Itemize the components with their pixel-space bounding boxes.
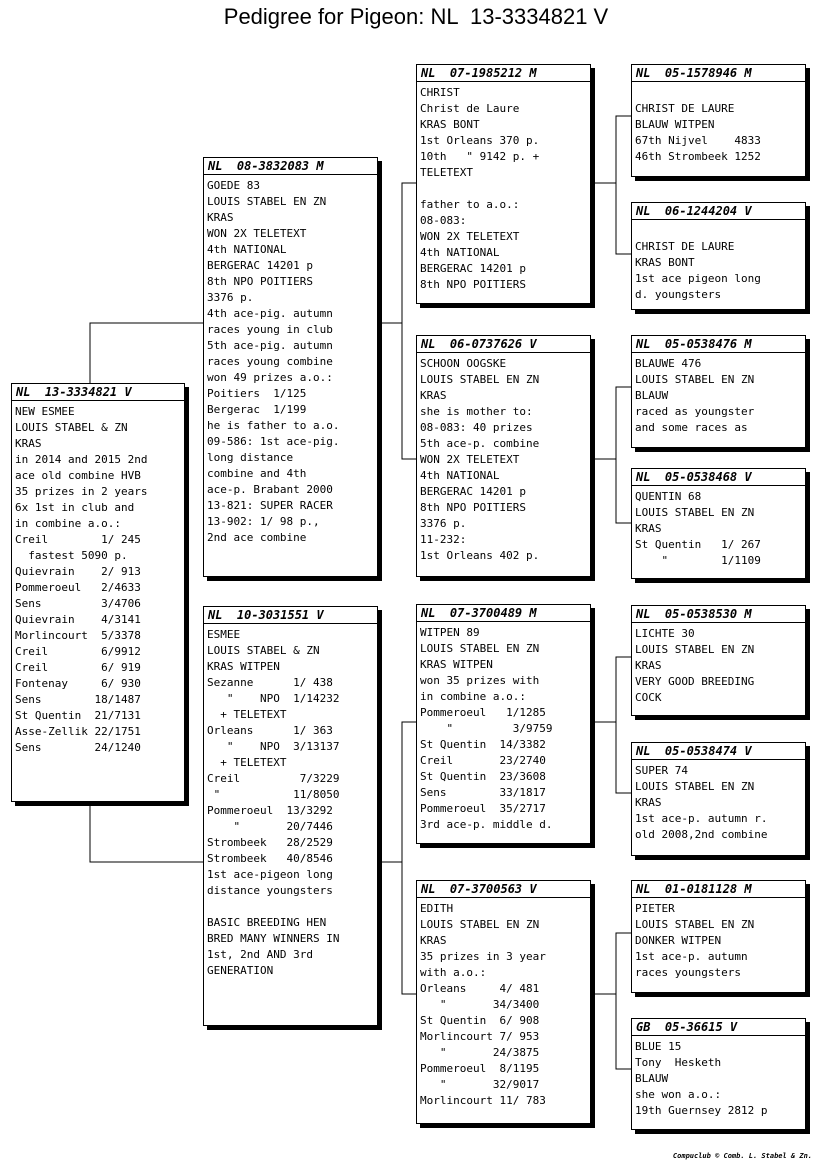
pedigree-line: BASIC BREEDING HEN: [207, 916, 327, 929]
pedigree-line: 10th " 9142 p. +: [420, 150, 540, 163]
pedigree-line: St Quentin 1/ 267: [635, 538, 761, 551]
pedigree-line: SCHOON OOGSKE: [420, 357, 507, 370]
pedigree-line: LOUIS STABEL EN ZN: [635, 643, 755, 656]
ring-number: NL 05-0538476 M: [632, 336, 805, 353]
pigeon-details: [204, 175, 377, 546]
pedigree-line: 3376 p.: [207, 291, 254, 304]
ring-number: NL 06-1244204 V: [632, 203, 805, 220]
pedigree-line: SUPER 74: [635, 764, 688, 777]
pedigree-line: fastest 5090 p.: [15, 549, 128, 562]
pigeon-details: [632, 760, 805, 843]
pedigree-line: 2nd ace combine: [207, 531, 307, 544]
pedigree-line: GENERATION: [207, 964, 274, 977]
pedigree-line: KRAS BONT: [635, 256, 695, 269]
pedigree-line: Tony Hesketh: [635, 1056, 722, 1069]
pedigree-line: combine and 4th: [207, 467, 307, 480]
pedigree-line: BLAUW: [635, 1072, 669, 1085]
pedigree-line: ESMEE: [207, 628, 241, 641]
pedigree-line: Orleans 4/ 481: [420, 982, 540, 995]
pedigree-line: LOUIS STABEL EN ZN: [420, 373, 540, 386]
pedigree-line: long distance: [207, 451, 294, 464]
ring-number: NL 07-3700563 V: [417, 881, 590, 898]
pedigree-line: TELETEXT: [420, 166, 473, 179]
pedigree-line: Pommeroeul 2/4633: [15, 581, 141, 594]
pedigree-line: 08-083:: [420, 214, 467, 227]
ring-number: NL 01-0181128 M: [632, 881, 805, 898]
pedigree-line: Pommeroeul 35/2717: [420, 802, 546, 815]
pedigree-line: Strombeek 28/2529: [207, 836, 333, 849]
pedigree-line: LOUIS STABEL EN ZN: [420, 918, 540, 931]
pedigree-line: 35 prizes in 3 year: [420, 950, 546, 963]
pedigree-line: KRAS WITPEN: [207, 660, 280, 673]
pedigree-line: 4th ace-pig. autumn: [207, 307, 333, 320]
pedigree-line: KRAS BONT: [420, 118, 480, 131]
pedigree-line: d. youngsters: [635, 288, 722, 301]
pedigree-line: BERGERAC 14201 p: [420, 262, 526, 275]
pedigree-line: in combine a.o.:: [420, 690, 526, 703]
pedigree-line: WON 2X TELETEXT: [207, 227, 307, 240]
pigeon-details: [12, 401, 184, 756]
pedigree-line: KRAS: [635, 659, 662, 672]
pedigree-line: St Quentin 21/7131: [15, 709, 141, 722]
pedigree-line: 3376 p.: [420, 517, 467, 530]
pedigree-line: WITPEN 89: [420, 626, 480, 639]
pedigree-line: BERGERAC 14201 p: [207, 259, 313, 272]
pedigree-line: 6x 1st in club and: [15, 501, 135, 514]
pedigree-line: 1st ace-pigeon long: [207, 868, 333, 881]
ring-number: NL 07-3700489 M: [417, 605, 590, 622]
pigeon-details: [632, 623, 805, 706]
pedigree-line: Sens 33/1817: [420, 786, 546, 799]
pedigree-line: 4th NATIONAL: [420, 246, 500, 259]
subject-pigeon-card: [11, 383, 185, 802]
copyright-footer: Compuclub © Comb. L. Stabel & Zn.: [672, 1152, 812, 1160]
pedigree-line: Creil 7/3229: [207, 772, 340, 785]
pedigree-line: Christ de Laure: [420, 102, 520, 115]
pedigree-line: NEW ESMEE: [15, 405, 75, 418]
pedigree-line: ace-p. Brabant 2000: [207, 483, 333, 496]
pedigree-line: he is father to a.o.: [207, 419, 340, 432]
pedigree-line: WON 2X TELETEXT: [420, 453, 520, 466]
pedigree-line: Morlincourt 11/ 783: [420, 1094, 546, 1107]
pedigree-line: Poitiers 1/125: [207, 387, 307, 400]
pedigree-line: Creil 1/ 245: [15, 533, 141, 546]
pedigree-line: Asse-Zellik 22/1751: [15, 725, 141, 738]
dam-sire-card: [416, 604, 591, 844]
ring-number: NL 08-3832083 M: [204, 158, 377, 175]
pedigree-line: LOUIS STABEL EN ZN: [635, 918, 755, 931]
pedigree-line: old 2008,2nd combine: [635, 828, 768, 841]
pigeon-details: [632, 898, 805, 981]
pedigree-line: [420, 181, 587, 197]
pedigree-line: KRAS WITPEN: [420, 658, 493, 671]
pedigree-line: [635, 223, 802, 239]
pedigree-line: races young combine: [207, 355, 333, 368]
pedigree-line: St Quentin 6/ 908: [420, 1014, 540, 1027]
pedigree-line: distance youngsters: [207, 884, 333, 897]
page-title: Pedigree for Pigeon: NL 13-3334821 V: [223, 4, 609, 29]
pedigree-line: won 49 prizes a.o.:: [207, 371, 333, 384]
pedigree-line: Sens 18/1487: [15, 693, 141, 706]
pedigree-line: KRAS: [635, 796, 662, 809]
ring-number: NL 05-0538468 V: [632, 469, 805, 486]
pigeon-details: [632, 1036, 805, 1119]
pedigree-line: 3rd ace-p. middle d.: [420, 818, 553, 831]
ring-number: NL 05-0538474 V: [632, 743, 805, 760]
pedigree-line: KRAS: [15, 437, 42, 450]
sire-dam-dam-card: [631, 468, 806, 579]
pigeon-details: [632, 82, 805, 165]
sire-card: [203, 157, 378, 577]
pigeon-details: [417, 353, 590, 564]
pedigree-line: CHRIST DE LAURE: [635, 240, 735, 253]
pedigree-line: " 32/9017: [420, 1078, 540, 1091]
sire-sire-card: [416, 64, 591, 304]
pedigree-line: Fontenay 6/ 930: [15, 677, 141, 690]
pedigree-line: CHRIST: [420, 86, 460, 99]
pedigree-line: " NPO 1/14232: [207, 692, 340, 705]
pedigree-line: St Quentin 14/3382: [420, 738, 546, 751]
pedigree-line: " NPO 3/13137: [207, 740, 340, 753]
pedigree-line: [635, 85, 802, 101]
pedigree-line: BLUE 15: [635, 1040, 682, 1053]
pedigree-line: PIETER: [635, 902, 675, 915]
pedigree-line: and some races as: [635, 421, 748, 434]
pedigree-line: + TELETEXT: [207, 756, 287, 769]
pedigree-line: 11-232:: [420, 533, 467, 546]
dam-sire-sire-card: [631, 605, 806, 716]
ring-number: NL 13-3334821 V: [12, 384, 184, 401]
pedigree-line: 19th Guernsey 2812 p: [635, 1104, 768, 1117]
pedigree-line: won 35 prizes with: [420, 674, 540, 687]
pedigree-line: " 3/9759: [420, 722, 553, 735]
pedigree-line: 4th NATIONAL: [420, 469, 500, 482]
pedigree-line: GOEDE 83: [207, 179, 260, 192]
pedigree-line: LOUIS STABEL EN ZN: [420, 642, 540, 655]
ring-number: NL 06-0737626 V: [417, 336, 590, 353]
pedigree-line: races young in club: [207, 323, 333, 336]
pedigree-line: 1st Orleans 370 p.: [420, 134, 540, 147]
pedigree-line: Morlincourt 5/3378: [15, 629, 141, 642]
pedigree-line: VERY GOOD BREEDING: [635, 675, 755, 688]
dam-dam-dam-card: [631, 1018, 806, 1130]
pedigree-line: 13-821: SUPER RACER: [207, 499, 333, 512]
pedigree-line: 09-586: 1st ace-pig.: [207, 435, 340, 448]
pigeon-details: [632, 353, 805, 436]
sire-dam-sire-card: [631, 335, 806, 448]
dam-dam-sire-card: [631, 880, 806, 993]
pedigree-line: races youngsters: [635, 966, 741, 979]
pedigree-line: father to a.o.:: [420, 198, 520, 211]
pedigree-line: 1st Orleans 402 p.: [420, 549, 540, 562]
sire-sire-dam-card: [631, 202, 806, 310]
pedigree-line: 13-902: 1/ 98 p.,: [207, 515, 320, 528]
pedigree-line: BERGERAC 14201 p: [420, 485, 526, 498]
pedigree-line: " 11/8050: [207, 788, 340, 801]
pedigree-line: 46th Strombeek 1252: [635, 150, 761, 163]
pedigree-line: Quievrain 4/3141: [15, 613, 141, 626]
pedigree-line: Creil 6/9912: [15, 645, 141, 658]
pedigree-line: 1st ace-p. autumn r.: [635, 812, 768, 825]
ring-number: NL 07-1985212 M: [417, 65, 590, 82]
pedigree-line: Quievrain 2/ 913: [15, 565, 141, 578]
pedigree-line: raced as youngster: [635, 405, 755, 418]
pedigree-line: Pommeroeul 1/1285: [420, 706, 546, 719]
pedigree-line: " 24/3875: [420, 1046, 540, 1059]
pedigree-line: Bergerac 1/199: [207, 403, 307, 416]
pigeon-details: [417, 622, 590, 833]
pedigree-line: Sens 3/4706: [15, 597, 141, 610]
pedigree-line: St Quentin 23/3608: [420, 770, 546, 783]
pedigree-line: CHRIST DE LAURE: [635, 102, 735, 115]
pedigree-line: LOUIS STABEL & ZN: [207, 644, 320, 657]
pigeon-details: [632, 220, 805, 303]
pedigree-line: KRAS: [420, 934, 447, 947]
pedigree-line: Strombeek 40/8546: [207, 852, 333, 865]
pedigree-line: BLAUWE 476: [635, 357, 702, 370]
sire-dam-card: [416, 335, 591, 577]
pedigree-line: 35 prizes in 2 years: [15, 485, 148, 498]
pedigree-line: 5th ace-p. combine: [420, 437, 540, 450]
pedigree-line: 8th NPO POITIERS: [420, 278, 526, 291]
pedigree-line: with a.o.:: [420, 966, 487, 979]
pedigree-line: LOUIS STABEL EN ZN: [635, 373, 755, 386]
pedigree-line: in 2014 and 2015 2nd: [15, 453, 148, 466]
pedigree-line: " 1/1109: [635, 554, 761, 567]
pedigree-line: LOUIS STABEL EN ZN: [207, 195, 327, 208]
pedigree-line: Morlincourt 7/ 953: [420, 1030, 540, 1043]
pedigree-line: she is mother to:: [420, 405, 533, 418]
pedigree-line: QUENTIN 68: [635, 490, 702, 503]
pedigree-line: Sens 24/1240: [15, 741, 141, 754]
pedigree-line: LOUIS STABEL & ZN: [15, 421, 128, 434]
pedigree-line: DONKER WITPEN: [635, 934, 722, 947]
dam-card: [203, 606, 378, 1026]
pedigree-line: BLAUW: [635, 389, 669, 402]
pedigree-line: 8th NPO POITIERS: [420, 501, 526, 514]
pedigree-line: KRAS: [420, 389, 447, 402]
pedigree-line: Orleans 1/ 363: [207, 724, 333, 737]
pedigree-line: " 20/7446: [207, 820, 333, 833]
pedigree-line: WON 2X TELETEXT: [420, 230, 520, 243]
pedigree-line: COCK: [635, 691, 662, 704]
pedigree-line: 4th NATIONAL: [207, 243, 287, 256]
pedigree-line: Pommeroeul 13/3292: [207, 804, 333, 817]
pedigree-line: 08-083: 40 prizes: [420, 421, 533, 434]
pedigree-line: 8th NPO POITIERS: [207, 275, 313, 288]
pedigree-line: in combine a.o.:: [15, 517, 121, 530]
pedigree-line: ace old combine HVB: [15, 469, 141, 482]
ring-number: NL 05-1578946 M: [632, 65, 805, 82]
pigeon-details: [417, 898, 590, 1109]
pedigree-line: 5th ace-pig. autumn: [207, 339, 333, 352]
pedigree-line: LOUIS STABEL EN ZN: [635, 780, 755, 793]
pedigree-line: BLAUW WITPEN: [635, 118, 715, 131]
pedigree-line: EDITH: [420, 902, 454, 915]
pedigree-line: Creil 23/2740: [420, 754, 546, 767]
pedigree-line: 67th Nijvel 4833: [635, 134, 761, 147]
pedigree-line: she won a.o.:: [635, 1088, 722, 1101]
dam-dam-card: [416, 880, 591, 1124]
pigeon-details: [204, 624, 377, 979]
pedigree-line: 1st ace pigeon long: [635, 272, 761, 285]
sire-sire-sire-card: [631, 64, 806, 177]
pedigree-line: Pommeroeul 8/1195: [420, 1062, 540, 1075]
pedigree-line: KRAS: [207, 211, 234, 224]
pedigree-line: + TELETEXT: [207, 708, 287, 721]
pedigree-line: " 34/3400: [420, 998, 540, 1011]
pedigree-line: LICHTE 30: [635, 627, 695, 640]
ring-number: NL 10-3031551 V: [204, 607, 377, 624]
pedigree-line: LOUIS STABEL EN ZN: [635, 506, 755, 519]
pedigree-line: 1st ace-p. autumn: [635, 950, 748, 963]
pedigree-line: Sezanne 1/ 438: [207, 676, 333, 689]
pigeon-details: [417, 82, 590, 293]
ring-number: NL 05-0538530 M: [632, 606, 805, 623]
pedigree-line: Creil 6/ 919: [15, 661, 141, 674]
pigeon-details: [632, 486, 805, 569]
pedigree-line: BRED MANY WINNERS IN: [207, 932, 340, 945]
pedigree-line: [207, 899, 374, 915]
pedigree-line: KRAS: [635, 522, 662, 535]
dam-sire-dam-card: [631, 742, 806, 856]
pedigree-line: 1st, 2nd AND 3rd: [207, 948, 313, 961]
ring-number: GB 05-36615 V: [632, 1019, 805, 1036]
